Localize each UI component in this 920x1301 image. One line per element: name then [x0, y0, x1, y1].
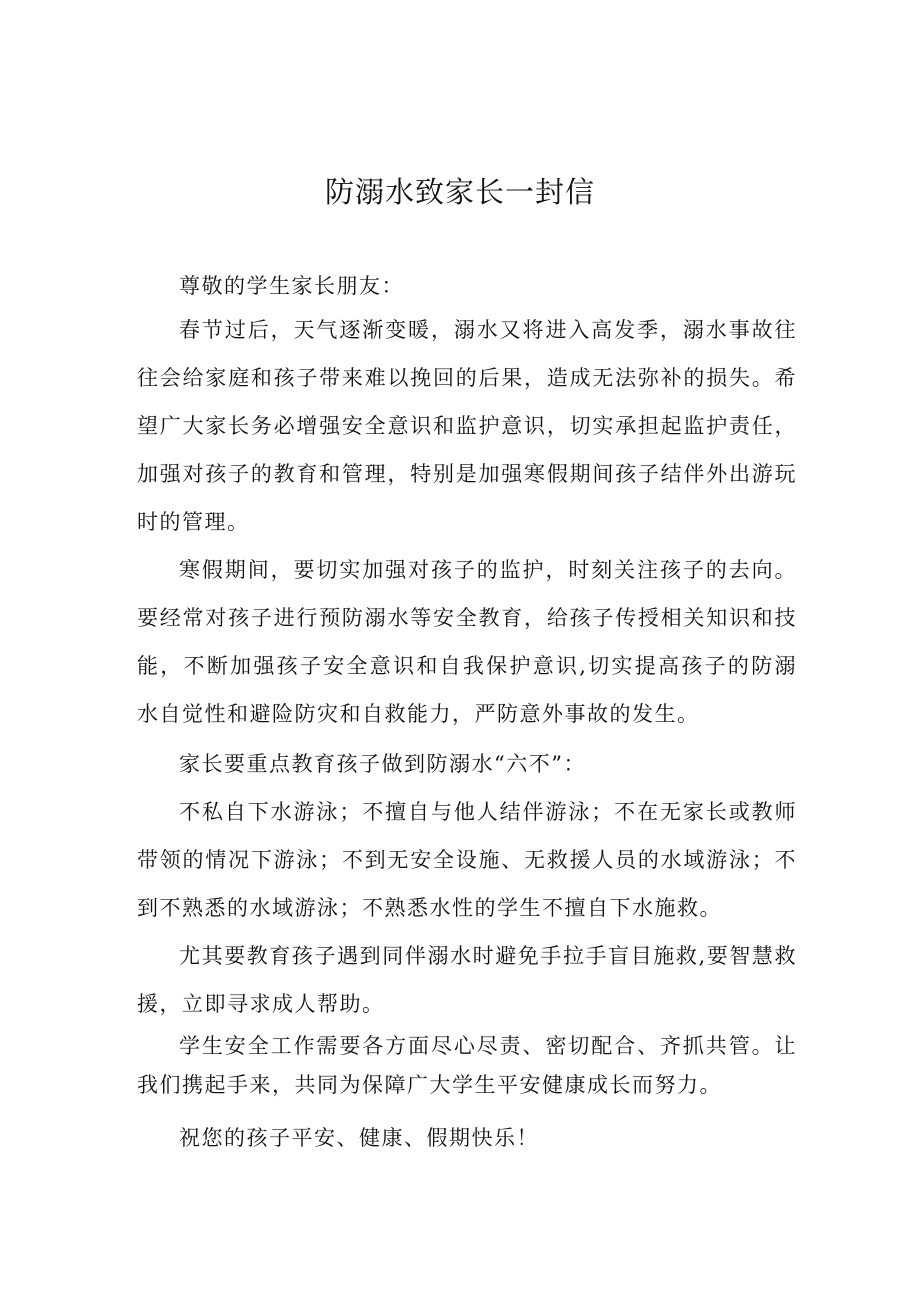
paragraph-winter-break-supervision: 寒假期间，要切实加强对孩子的监护，时刻关注孩子的去向。要经常对孩子进行预防溺水等安全教育，给孩子传授相关知识和技能，不断加强孩子安全意识和自我保护意识,切实提高孩子的防溺水自觉性和避险防灾和自救能力，严防意外事故的发生。 [137, 558, 797, 726]
greeting: 尊敬的学生家长朋友： [179, 274, 404, 298]
paragraph-rescue-advice: 尤其要教育孩子遇到同伴溺水时避免手拉手盲目施救,要智慧救援，立即寻求成人帮助。 [137, 944, 797, 1016]
document-title: 防溺水致家长一封信 [324, 175, 595, 209]
paragraph-six-rules-intro: 家长要重点教育孩子做到防溺水“六不”： [179, 752, 586, 776]
paragraph-cooperation: 学生安全工作需要各方面尽心尽责、密切配合、齐抓共管。让我们携起手来，共同为保障广大学生平安健康成长而努力。 [137, 1034, 797, 1097]
paragraph-season-warning: 春节过后，天气逐渐变暖，溺水又将进入高发季，溺水事故往往会给家庭和孩子带来难以挽回的后果，造成无法弥补的损失。希望广大家长务必增强安全意识和监护意识，切实承担起监护责任，加强对孩子的教育和管理，特别是加强寒假期间孩子结伴外出游玩时的管理。 [137, 318, 797, 534]
paragraph-closing-wish: 祝您的孩子平安、健康、假期快乐！ [179, 1126, 539, 1150]
paragraph-six-rules: 不私自下水游泳；不擅自与他人结伴游泳；不在无家长或教师带领的情况下游泳；不到无安全设施、无救援人员的水域游泳；不到不熟悉的水域游泳；不熟悉水性的学生不擅自下水施救。 [137, 800, 797, 920]
